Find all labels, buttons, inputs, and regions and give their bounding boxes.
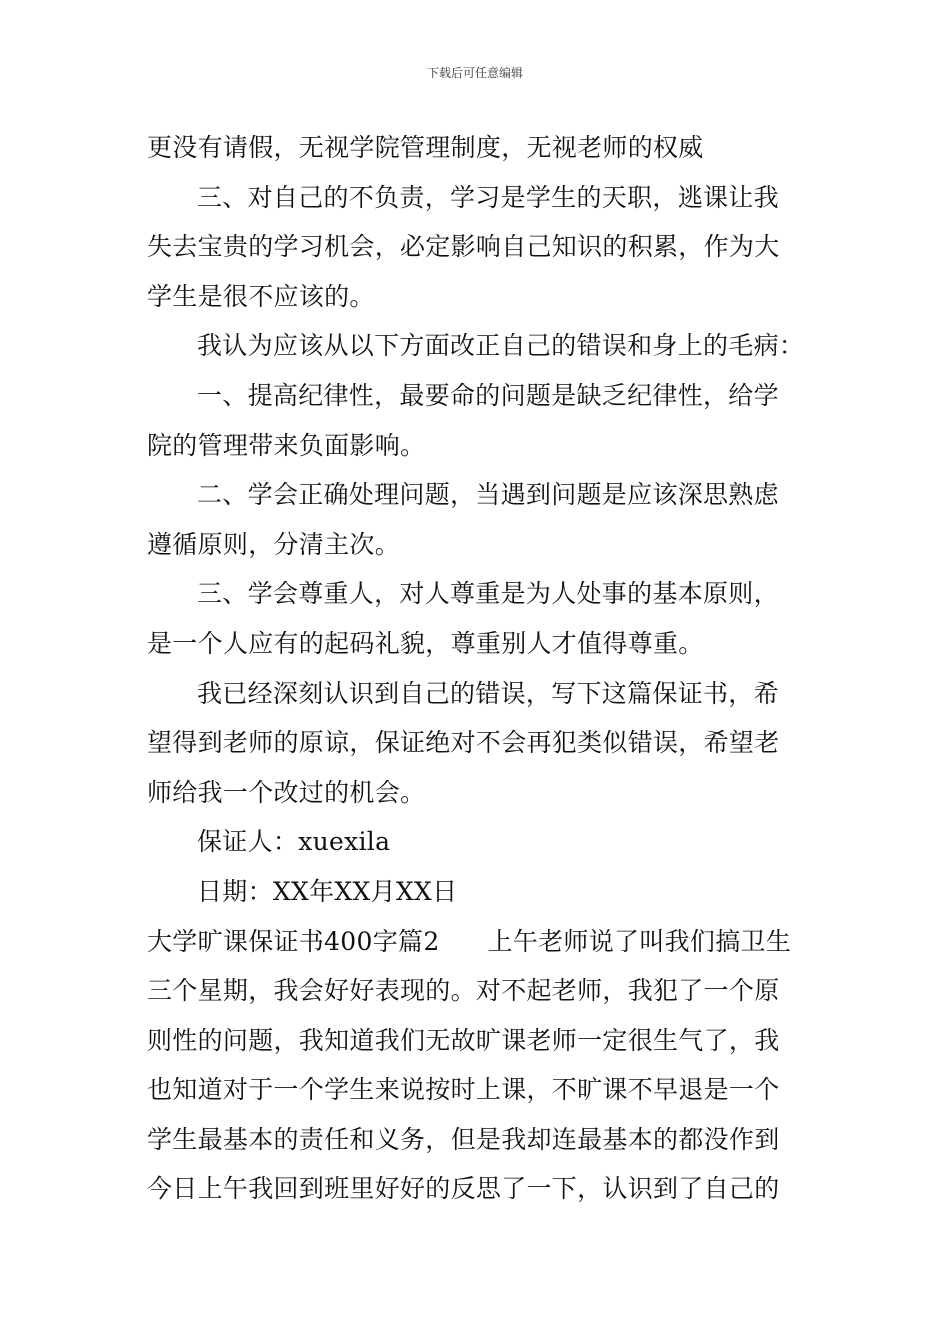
paragraph-line: 师给我一个改过的机会。 — [147, 777, 426, 807]
paragraph-line: 失去宝贵的学习机会，必定影响自己知识的积累，作为大 — [147, 232, 780, 262]
section-heading-line — [147, 922, 809, 972]
paragraph-line: 学生最基本的责任和义务，但是我却连最基本的都没作到 — [147, 1124, 780, 1154]
document-body — [147, 128, 809, 1219]
page-header-note: 下载后可任意编辑 — [426, 66, 523, 80]
paragraph-line: 也知道对于一个学生来说按时上课，不旷课不早退是一个 — [147, 1075, 780, 1105]
paragraph-line: 三、对自己的不负责，学习是学生的天职，逃课让我 — [197, 182, 779, 212]
paragraph-line: 三、学会尊重人，对人尊重是为人处事的基本原则， — [197, 579, 779, 609]
paragraph-line: 我已经深刻认识到自己的错误，写下这篇保证书，希 — [197, 678, 779, 708]
section-title: 大学旷课保证书400字篇2 — [147, 926, 440, 956]
paragraph-line: 一、提高纪律性，最要命的问题是缺乏纪律性，给学 — [197, 380, 779, 410]
paragraph-line: 二、学会正确处理问题，当遇到问题是应该深思熟虑 — [197, 480, 779, 510]
date-line: 日期：XX年XX月XX日 — [197, 876, 458, 906]
paragraph-line: 院的管理带来负面影响。 — [147, 430, 426, 460]
paragraph-line: 学生是很不应该的。 — [147, 281, 375, 311]
guarantor-line: 保证人：xuexila — [197, 827, 391, 857]
paragraph-line: 是一个人应有的起码礼貌，尊重别人才值得尊重。 — [147, 628, 704, 658]
paragraph-line: 三个星期，我会好好表现的。对不起老师，我犯了一个原 — [147, 976, 780, 1006]
paragraph-line: 更没有请假，无视学院管理制度，无视老师的权威 — [147, 133, 704, 162]
paragraph-line: 望得到老师的原谅，保证绝对不会再犯类似错误，希望老 — [147, 728, 780, 758]
paragraph-line: 则性的问题，我知道我们无故旷课老师一定很生气了，我 — [147, 1025, 780, 1055]
paragraph-line: 我认为应该从以下方面改正自己的错误和身上的毛病： — [197, 331, 805, 361]
section-first-line: 上午老师说了叫我们搞卫生 — [487, 926, 792, 956]
paragraph-line: 今日上午我回到班里好好的反思了一下，认识到了自己的 — [147, 1174, 780, 1204]
paragraph-line: 遵循原则，分清主次。 — [147, 529, 401, 559]
